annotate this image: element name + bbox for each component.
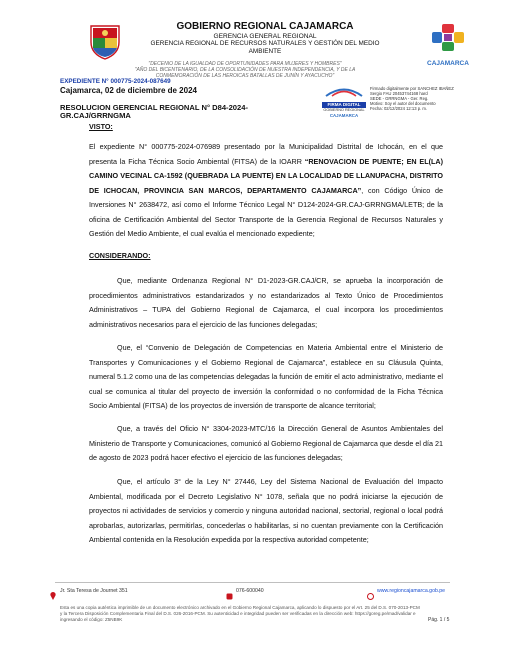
signature-line: Firmado digitalmente por SANCHEZ IBAÑEZ: [370, 86, 454, 91]
resolution-number: [60, 104, 335, 119]
motto: [120, 62, 370, 79]
motto-line-1: "DECENIO DE LA IGUALDAD DE OPORTUNIDADES PARA MUJERES Y HOMBRES": [148, 61, 342, 67]
considerando-heading: CONSIDERANDO:: [89, 251, 151, 260]
header-gerencia-general: GERENCIA GENERAL REGIONAL: [213, 33, 317, 40]
signature-badge-sub: GOBIERNO REGIONAL: [323, 108, 365, 112]
cajamarca-flower-icon: [425, 22, 471, 54]
expediente-number: EXPEDIENTE N° 000775-2024-087649: [60, 78, 171, 85]
digital-signature-details: [370, 86, 480, 111]
coat-of-arms-logo: [88, 22, 122, 60]
visto-text-rest: , con Código Único de Inversiones N° 2638472, así como el Informe Técnico Legal N° D124-2024-GR.CAJ-GRRNGMA/LETB; de la oficina de Certificación Ambiental del Sector Transporte de la Gerencia Regional de Recursos Naturales y Gestión del Medio Ambiente, el cual evalúa el mencionado expediente;: [89, 185, 443, 238]
header-gerencia-recursos: GERENCIA REGIONAL DE RECURSOS NATURALES Y GESTIÓN DEL MEDIO AMBIENTE: [150, 40, 380, 55]
resolution-line-1: RESOLUCION GERENCIAL REGIONAL N° D84-2024-: [60, 103, 248, 112]
page-number: Pág. 1 / 5: [428, 617, 450, 623]
footer-phone: 076-600040: [236, 588, 264, 594]
visto-paragraph: [89, 140, 443, 242]
header-title: GOBIERNO REGIONAL CAJAMARCA: [176, 21, 354, 32]
considerando-paragraph-1: Que, mediante Ordenanza Regional N° D1-2023-GR.CAJ/CR, se aprueba la incorporación de procedimientos administrativos estandarizados y no estandarizados al Texto Único de Procedimientos Administrativos – TUPA del Gobierno Regional de Cajamarca, el cual incorpora los procedimientos administrativos necesarios para el ejercicio de las funciones delegadas;: [89, 276, 443, 329]
motto-line-3: CONMEMORACIÓN DE LAS HEROICAS BATALLAS DE JUNÍN Y AYACUCHO": [155, 72, 335, 79]
visto-text-intro: El expediente N° 000775-2024-076989 presentado por la Municipalidad Distrital de Ichocán, en el que presenta la Ficha Técnica Socio Ambiental (FITSA) de la IOARR: [89, 142, 443, 166]
footer-legal-notice: Esta es una copia auténtica imprimible de un documento electrónico archivado en el Gobierno Regional Cajamarca, aplicando lo dispuesto por el Art. 25 del D.S. 070-2013-PCM y la Tercera Disposición Complementaria Final del D.S. 026-2016-PCM. Su autenticidad e integridad pueden ser verificadas en la dirección web: https://goreg.pe/mad/validar e ingresando el código: Z5NB9K: [60, 605, 420, 623]
web-icon: [367, 587, 374, 594]
visto-project-name: “RENOVACION DE PUENTE; EN EL(LA) CAMINO VECINAL CA-1592 (QUEBRADA LA PUENTE) EN LA LOCALIDAD DE LLANUPACHA, DISTRITO DE ICHOCAN, PROVINCIA SAN MARCOS, DEPARTAMENTO CAJAMARCA”: [89, 156, 443, 195]
visto-heading: VISTO:: [89, 122, 113, 131]
motto-line-2: "AÑO DEL BICENTENARIO, DE LA CONSOLIDACIÓN DE NUESTRA INDEPENDENCIA, Y DE LA: [134, 66, 356, 73]
signature-badge-label: FIRMA DIGITAL: [322, 102, 366, 108]
signature-seal-icon: [322, 85, 366, 97]
location-icon: [50, 587, 56, 595]
document-date: Cajamarca, 02 de diciembre de 2024: [60, 86, 197, 95]
cajamarca-logo-text: CAJAMARCA: [427, 60, 469, 67]
digital-signature-badge: [322, 84, 366, 118]
signature-line: Sergio FAU 20453744168 hard: [370, 91, 428, 96]
footer-website-link[interactable]: www.regioncajamarca.gob.pe: [377, 588, 446, 594]
considerando-paragraph-2: Que, el “Convenio de Delegación de Competencias en Materia Ambiental entre el Ministerio de Transportes y Comunicaciones y el Gobierno Regional de Cajamarca”, establece en su Cláusula Quinta, numeral 5.1.2 como una de las competencias delegadas la función de emitir el acto administrativo, mediante el cual se comunica al titular del proyecto de inversión la conformidad o no conformidad de la Ficha Técnica Socio Ambiental (FITSA) de los proyectos de inversión de transporte de alcance territorial;: [89, 343, 443, 410]
footer-address: Jr. Sta Teresa de Journet 351: [60, 588, 128, 594]
considerando-paragraph-3: Que, a través del Oficio N° 3304-2023-MTC/16 la Dirección General de Asuntos Ambientales del Ministerio de Transporte y Comunicaciones, comunicó al Gobierno Regional de Cajamarca que desde el día 21 de agosto de 2023 podrá hacer efectivo el ejercicio de las funciones delegadas;: [89, 424, 443, 462]
signature-badge-region: CAJAMARCA: [329, 113, 359, 118]
footer-divider: [55, 582, 450, 583]
phone-icon: [226, 587, 233, 594]
signature-line: Motivo: Soy el autor del documento: [370, 101, 436, 106]
resolution-line-2: GR.CAJ/GRRNGMA: [60, 110, 131, 120]
signature-line: Fecha: 02/12/2024 12:13 p. m.: [370, 106, 428, 111]
signature-line: SEDE - GRRNGMA - Ger. Reg.: [370, 96, 429, 101]
considerando-paragraph-4: Que, el artículo 3° de la Ley N° 27446, Ley del Sistema Nacional de Evaluación del Impacto Ambiental, modificada por el Decreto Legislativo N° 1078, señala que no podrá iniciarse la ejecución de proyectos ni actividades de servicios y comercio y ninguna autoridad nacional, sectorial, regional o local podrá aprobarlas, autorizarlas, permitirlas, concederlas o habilitarlas, si no cuentan previamente con la Certificación Ambiental contenida en la Resolución expedida por la respectiva autoridad competente;: [89, 477, 443, 544]
cajamarca-logo: [425, 22, 471, 67]
